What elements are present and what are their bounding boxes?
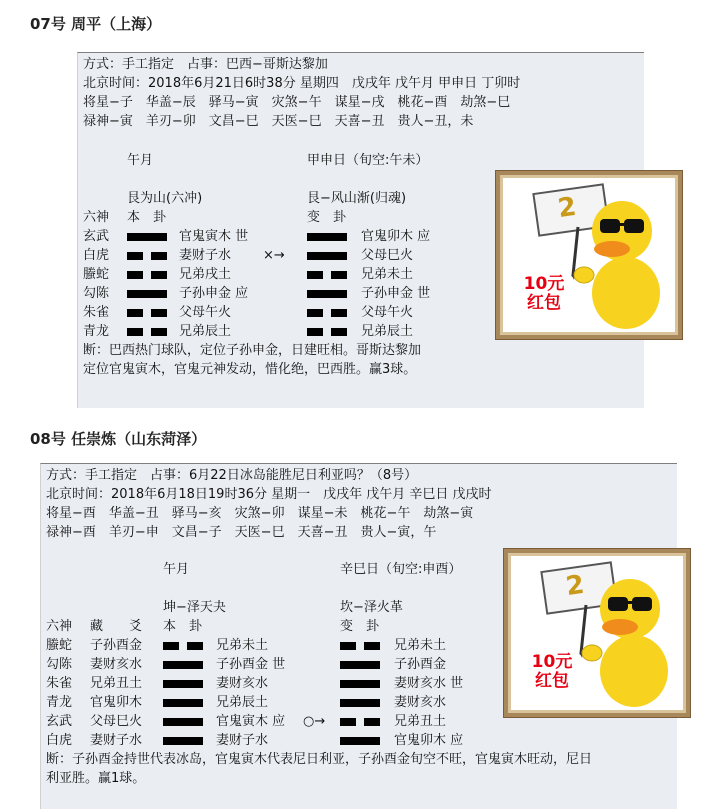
ben-gua-yao: 兄弟未土 xyxy=(216,638,269,653)
yang-line-icon xyxy=(307,233,349,241)
cang-yao: 子孙酉金 xyxy=(90,638,143,653)
yin-line-icon xyxy=(127,271,169,279)
ben-gua-yao: 父母午火 xyxy=(179,305,232,320)
bian-gua-yao: 兄弟未土 xyxy=(394,638,447,653)
yang-line-icon xyxy=(307,290,349,298)
ad-badge-line2: 红包 xyxy=(535,671,569,691)
liushen-label: 朱雀 xyxy=(83,305,110,320)
liushen-label: 勾陈 xyxy=(83,286,110,301)
bian-gua-yao: 父母巳火 xyxy=(361,248,414,263)
yang-line-icon xyxy=(127,290,169,298)
case7-time: 北京时间：2018年6月21日6时38分 星期四 戊戌年 戊午月 甲申日 丁卯时 xyxy=(83,76,521,91)
liushen-label: 青龙 xyxy=(46,695,73,710)
ben-gua-yao: 兄弟辰土 xyxy=(216,695,269,710)
yin-line-icon xyxy=(163,642,205,650)
case8-judgement-line1: 断：子孙酉金持世代表冰岛，官鬼寅木代表尼日利亚，子孙酉金旬空不旺，官鬼寅木旺动，尼日 xyxy=(46,752,593,767)
case7-col-ben: 本 卦 xyxy=(127,210,167,225)
case8-col-ben: 本 卦 xyxy=(163,619,203,634)
case7-day: 甲申日（旬空:午未） xyxy=(307,153,429,168)
yang-line-icon xyxy=(340,661,382,669)
ad-badge-line1: 10元 xyxy=(531,652,573,672)
liushen-label: 朱雀 xyxy=(46,676,73,691)
case7-stars2: 禄神−寅 羊刃−卯 文昌−巳 天医−巳 天喜−丑 贵人−丑，未 xyxy=(83,114,474,129)
case7-bian-gua-name: 艮−风山渐(归魂) xyxy=(307,191,407,206)
yang-line-icon xyxy=(163,680,205,688)
yin-line-icon xyxy=(127,309,169,317)
ben-gua-yao: 兄弟戌土 xyxy=(179,267,232,282)
yang-line-icon xyxy=(163,661,205,669)
cang-yao: 妻财子水 xyxy=(90,733,143,748)
yang-line-icon xyxy=(127,233,169,241)
bian-gua-yao: 妻财亥水 世 xyxy=(394,676,464,691)
liushen-label: 青龙 xyxy=(83,324,110,339)
liushen-label: 玄武 xyxy=(83,229,110,244)
case7-red-packet-ad[interactable] xyxy=(496,171,682,339)
cang-yao: 父母巳火 xyxy=(90,714,143,729)
case7-judgement-line2: 定位官鬼寅木，官鬼元神发动，惜化绝，巴西胜。赢3球。 xyxy=(83,362,417,377)
yang-line-icon xyxy=(163,718,205,726)
ad-sign-number: 2 xyxy=(556,191,579,225)
ben-gua-yao: 妻财子水 xyxy=(216,733,269,748)
ben-gua-yao: 官鬼寅木 世 xyxy=(179,229,249,244)
liushen-label: 螣蛇 xyxy=(46,638,73,653)
bian-gua-yao: 兄弟辰土 xyxy=(361,324,414,339)
moving-line-mark: ×→ xyxy=(263,248,285,263)
cang-yao: 妻财亥水 xyxy=(90,657,143,672)
yin-line-icon xyxy=(307,328,349,336)
yang-line-icon xyxy=(340,680,382,688)
moving-line-mark: ○→ xyxy=(303,714,326,729)
yang-line-icon xyxy=(340,699,382,707)
liushen-label: 螣蛇 xyxy=(83,267,110,282)
case8-ben-gua-name: 坤−泽天夬 xyxy=(163,600,226,615)
case8-col-liushen: 六神 xyxy=(46,619,73,634)
bian-gua-yao: 兄弟丑土 xyxy=(394,714,447,729)
ben-gua-yao: 子孙酉金 世 xyxy=(216,657,286,672)
yang-line-icon xyxy=(163,699,205,707)
bian-gua-yao: 父母午火 xyxy=(361,305,414,320)
bian-gua-yao: 兄弟未土 xyxy=(361,267,414,282)
cang-yao: 兄弟丑土 xyxy=(90,676,143,691)
bian-gua-yao: 子孙酉金 xyxy=(394,657,447,672)
bian-gua-yao: 妻财亥水 xyxy=(394,695,447,710)
case8-heading: 08号 任崇炼（山东菏泽） xyxy=(30,430,207,448)
ad-badge xyxy=(514,275,574,315)
bian-gua-yao: 子孙申金 世 xyxy=(361,286,431,301)
case8-stars2: 禄神−酉 羊刃−申 文昌−子 天医−巳 天喜−丑 贵人−寅，午 xyxy=(46,525,437,540)
case8-day: 辛巳日（旬空:申酉） xyxy=(340,562,462,577)
case7-method: 方式：手工指定 占事：巴西−哥斯达黎加 xyxy=(83,57,328,72)
ad-badge-line1: 10元 xyxy=(523,274,565,294)
case7-col-liushen: 六神 xyxy=(83,210,110,225)
ad-badge-line2: 红包 xyxy=(527,293,561,313)
case7-ben-gua-name: 艮为山(六冲) xyxy=(127,191,203,206)
liushen-label: 勾陈 xyxy=(46,657,73,672)
yin-line-icon xyxy=(127,328,169,336)
yang-line-icon xyxy=(340,737,382,745)
case8-bian-gua-name: 坎−泽火革 xyxy=(340,600,403,615)
ben-gua-yao: 妻财亥水 xyxy=(216,676,269,691)
case8-col-bian: 变 卦 xyxy=(340,619,380,634)
case7-judgement-line1: 断：巴西热门球队，定位子孙申金，日建旺相。哥斯达黎加 xyxy=(83,343,422,358)
ad-sign-number: 2 xyxy=(564,569,587,603)
ben-gua-yao: 子孙申金 应 xyxy=(179,286,249,301)
bian-gua-yao: 官鬼卯木 应 xyxy=(361,229,431,244)
liushen-label: 玄武 xyxy=(46,714,73,729)
yin-line-icon xyxy=(307,271,349,279)
yang-line-icon xyxy=(163,737,205,745)
case7-month: 午月 xyxy=(127,153,154,168)
yin-line-icon xyxy=(127,252,169,260)
case7-heading: 07号 周平（上海） xyxy=(30,15,162,33)
liushen-label: 白虎 xyxy=(83,248,110,263)
ben-gua-yao: 兄弟辰土 xyxy=(179,324,232,339)
case8-red-packet-ad[interactable] xyxy=(504,549,690,717)
cang-yao: 官鬼卯木 xyxy=(90,695,143,710)
yin-line-icon xyxy=(307,309,349,317)
case8-month: 午月 xyxy=(163,562,190,577)
ben-gua-yao: 妻财子水 xyxy=(179,248,232,263)
ad-badge xyxy=(522,653,582,693)
case7-col-bian: 变 卦 xyxy=(307,210,347,225)
case7-stars1: 将星−子 华盖−辰 驿马−寅 灾煞−午 谋星−戌 桃花−酉 劫煞−巳 xyxy=(83,95,511,110)
yin-line-icon xyxy=(340,642,382,650)
ben-gua-yao: 官鬼寅木 应 xyxy=(216,714,286,729)
liushen-label: 白虎 xyxy=(46,733,73,748)
yang-line-icon xyxy=(307,252,349,260)
yin-line-icon xyxy=(340,718,382,726)
case8-method: 方式：手工指定 占事：6月22日冰岛能胜尼日利亚吗？（8号） xyxy=(46,468,418,483)
case8-col-cang: 藏 爻 xyxy=(90,619,143,634)
case8-judgement-line2: 利亚胜。赢1球。 xyxy=(46,771,146,786)
bian-gua-yao: 官鬼卯木 应 xyxy=(394,733,464,748)
case8-time: 北京时间：2018年6月18日19时36分 星期一 戊戌年 戊午月 辛巳日 戊戌时 xyxy=(46,487,492,502)
case8-stars1: 将星−酉 华盖−丑 驿马−亥 灾煞−卯 谋星−未 桃花−午 劫煞−寅 xyxy=(46,506,474,521)
